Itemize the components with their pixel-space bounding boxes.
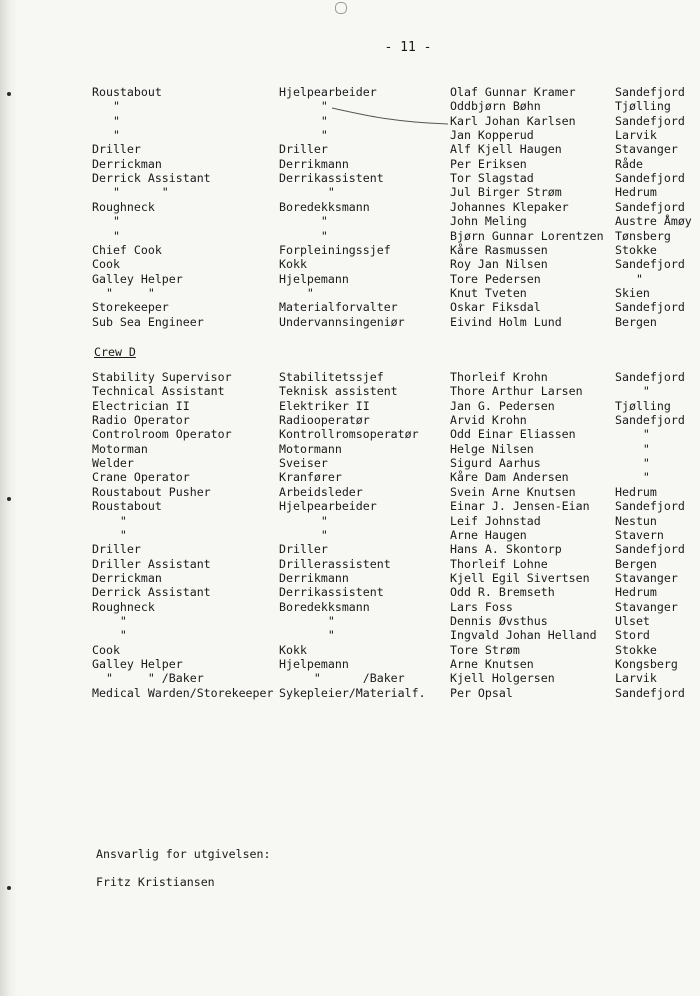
home-town: Tjølling <box>615 99 671 114</box>
person-name: Olaf Gunnar Kramer <box>450 85 576 99</box>
job-title-no: Hjelpearbeider <box>279 85 377 99</box>
job-title-no: Drillerassistent <box>279 556 391 571</box>
table-row <box>0 85 700 99</box>
job-title-no: Hjelpemann <box>279 271 349 286</box>
home-town: Hedrum <box>615 185 657 200</box>
table-row <box>0 99 700 113</box>
person-name: Sigurd Aarhus <box>450 456 541 471</box>
table-row <box>0 571 700 585</box>
job-title-no: " <box>279 228 328 243</box>
job-title-no: Driller <box>279 142 328 157</box>
home-town: Stord <box>615 628 650 643</box>
table-row <box>0 114 700 128</box>
job-title-en: Cook <box>92 642 120 657</box>
table-row <box>0 628 700 642</box>
job-title-no: " <box>279 99 328 114</box>
home-town: Sandefjord <box>615 171 685 186</box>
person-name: Leif Johnstad <box>450 513 541 528</box>
home-town: Stavanger <box>615 570 678 585</box>
home-town: Sandefjord <box>615 542 685 557</box>
job-title-en: Roustabout <box>92 85 162 99</box>
job-title-en: Crane Operator <box>92 470 190 485</box>
home-town: Hedrum <box>615 585 657 600</box>
person-name: Johannes Klepaker <box>450 199 569 214</box>
job-title-en: Driller <box>92 142 141 157</box>
table-row <box>0 272 700 286</box>
job-title-no: Sveiser <box>279 456 328 471</box>
footer-name: Fritz Kristiansen <box>96 875 215 889</box>
home-town: " <box>615 271 643 286</box>
job-title-no: " <box>279 285 314 300</box>
job-title-no: " <box>279 613 335 628</box>
job-title-en: Storekeeper <box>92 300 169 315</box>
person-name: Thore Arthur Larsen <box>450 384 583 399</box>
person-name: Dennis Øvsthus <box>450 613 548 628</box>
job-title-no: " <box>279 113 328 128</box>
table-row <box>0 157 700 171</box>
job-title-no: " /Baker <box>279 671 405 686</box>
person-name: Arne Haugen <box>450 527 527 542</box>
person-name: Kjell Holgersen <box>450 671 555 686</box>
table-row <box>0 614 700 628</box>
job-title-en: Technical Assistant <box>92 384 225 399</box>
table-row <box>0 171 700 185</box>
table-row <box>0 671 700 685</box>
home-town: Nestun <box>615 513 657 528</box>
job-title-no: Elektriker II <box>279 398 370 413</box>
job-title-en: " " <box>92 285 155 300</box>
person-name: Hans A. Skontorp <box>450 542 562 557</box>
job-title-en: " <box>92 613 127 628</box>
job-title-en: Derrickman <box>92 570 162 585</box>
job-title-no: Radiooperatør <box>279 413 370 428</box>
person-name: Arne Knutsen <box>450 657 534 671</box>
home-town: Bergen <box>615 556 657 571</box>
job-title-en: " <box>92 527 127 542</box>
job-title-no: Derrikmann <box>279 570 349 585</box>
home-town: " <box>615 427 650 442</box>
table-row <box>0 514 700 528</box>
person-name: Kåre Rasmussen <box>450 242 548 257</box>
job-title-no: " <box>279 628 335 643</box>
job-title-en: " <box>92 228 120 243</box>
person-name: Kåre Dam Andersen <box>450 470 569 485</box>
job-title-en: Galley Helper <box>92 657 183 671</box>
table-row <box>0 686 700 700</box>
home-town: Skien <box>615 285 650 300</box>
table-row <box>0 413 700 427</box>
table-row <box>0 300 700 314</box>
home-town: Sandefjord <box>615 413 685 428</box>
home-town: Stokke <box>615 642 657 657</box>
job-title-en: Medical Warden/Storekeeper <box>92 685 274 700</box>
job-title-no: " <box>279 128 328 143</box>
person-name: Lars Foss <box>450 599 513 614</box>
job-title-en: Galley Helper <box>92 271 183 286</box>
job-title-no: Motormann <box>279 441 342 456</box>
table-row <box>0 456 700 470</box>
job-title-no: " <box>279 527 328 542</box>
person-name: Karl Johan Karlsen <box>450 113 576 128</box>
person-name: Tore Pedersen <box>450 271 541 286</box>
job-title-no: Sykepleier/Materialf. <box>279 685 426 700</box>
person-name: Bjørn Gunnar Lorentzen <box>450 228 604 243</box>
home-town: " <box>615 456 650 471</box>
home-town: Tønsberg <box>615 228 671 243</box>
table-row <box>0 557 700 571</box>
person-name: Helge Nilsen <box>450 441 534 456</box>
person-name: Jan G. Pedersen <box>450 398 555 413</box>
table-row <box>0 185 700 199</box>
job-title-en: Sub Sea Engineer <box>92 314 204 329</box>
job-title-en: Welder <box>92 456 134 471</box>
job-title-no: Hjelpemann <box>279 657 349 671</box>
job-title-en: Roustabout <box>92 499 162 514</box>
person-name: Odd Einar Eliassen <box>450 427 576 442</box>
person-name: Tore Strøm <box>450 642 520 657</box>
person-name: Ingvald Johan Helland <box>450 628 597 643</box>
home-town: Sandefjord <box>615 199 685 214</box>
person-name: Thorleif Krohn <box>450 370 548 384</box>
job-title-no: Undervannsingeniør <box>279 314 405 329</box>
person-name: Roy Jan Nilsen <box>450 257 548 272</box>
person-name: Per Opsal <box>450 685 513 700</box>
page-number: - 11 - <box>384 40 432 55</box>
person-name: Thorleif Lohne <box>450 556 548 571</box>
home-town: Sandefjord <box>615 499 685 514</box>
job-title-no: Kokk <box>279 257 307 272</box>
job-title-en: " " /Baker <box>92 671 204 686</box>
person-name: Oskar Fiksdal <box>450 300 541 315</box>
home-town: Hedrum <box>615 484 657 499</box>
table-row <box>0 200 700 214</box>
job-title-en: Stability Supervisor <box>92 370 232 384</box>
table-row <box>0 542 700 556</box>
job-title-en: Derrick Assistant <box>92 585 211 600</box>
person-name: Einar J. Jensen-Eian <box>450 499 590 514</box>
job-title-en: " " <box>92 185 169 200</box>
table-row <box>0 229 700 243</box>
table-row <box>0 384 700 398</box>
table-row <box>0 399 700 413</box>
crew-d-heading: Crew D <box>94 345 136 359</box>
job-title-en: Electrician II <box>92 398 190 413</box>
home-town: Sandefjord <box>615 370 685 384</box>
table-row <box>0 427 700 441</box>
table-row <box>0 257 700 271</box>
job-title-en: Controlroom Operator <box>92 427 232 442</box>
home-town: Bergen <box>615 314 657 329</box>
job-title-en: " <box>92 128 120 143</box>
job-title-no: Teknisk assistent <box>279 384 398 399</box>
person-name: Eivind Holm Lund <box>450 314 562 329</box>
table-row <box>0 142 700 156</box>
home-town: Stokke <box>615 242 657 257</box>
job-title-no: Forpleiningssjef <box>279 242 391 257</box>
table-row <box>0 470 700 484</box>
table-row <box>0 499 700 513</box>
job-title-no: Materialforvalter <box>279 300 398 315</box>
job-title-no: Boredekksmann <box>279 599 370 614</box>
table-row <box>0 243 700 257</box>
person-name: Jul Birger Strøm <box>450 185 562 200</box>
job-title-no: " <box>279 185 335 200</box>
footer-label: Ansvarlig for utgivelsen: <box>96 847 271 861</box>
job-title-no: Stabilitetssjef <box>279 370 384 384</box>
table-row <box>0 643 700 657</box>
job-title-en: Derrickman <box>92 156 162 171</box>
punch-hole-mark <box>7 886 11 890</box>
job-title-no: Kranfører <box>279 470 342 485</box>
job-title-no: Derrikassistent <box>279 171 384 186</box>
home-town: Stavanger <box>615 599 678 614</box>
person-name: Kjell Egil Sivertsen <box>450 570 590 585</box>
scan-top-mark <box>335 2 347 14</box>
table-row <box>0 128 700 142</box>
job-title-no: Driller <box>279 542 328 557</box>
job-title-no: Derrikassistent <box>279 585 384 600</box>
home-town: " <box>615 441 650 456</box>
table-row <box>0 528 700 542</box>
person-name: Per Eriksen <box>450 156 527 171</box>
job-title-no: Hjelpearbeider <box>279 499 377 514</box>
home-town: Sandefjord <box>615 85 685 99</box>
person-name: Knut Tveten <box>450 285 527 300</box>
home-town: Sandefjord <box>615 113 685 128</box>
person-name: Tor Slagstad <box>450 171 534 186</box>
job-title-en: Radio Operator <box>92 413 190 428</box>
table-row <box>0 600 700 614</box>
job-title-en: Roughneck <box>92 199 155 214</box>
job-title-no: Kokk <box>279 642 307 657</box>
job-title-en: Motorman <box>92 441 148 456</box>
job-title-en: Roustabout Pusher <box>92 484 211 499</box>
home-town: Råde <box>615 156 643 171</box>
job-title-en: Roughneck <box>92 599 155 614</box>
job-title-en: Cook <box>92 257 120 272</box>
job-title-no: Arbeidsleder <box>279 484 363 499</box>
person-name: Oddbjørn Bøhn <box>450 99 541 114</box>
job-title-en: " <box>92 113 120 128</box>
table-row <box>0 370 700 384</box>
job-title-en: " <box>92 628 127 643</box>
home-town: Larvik <box>615 671 657 686</box>
table-row <box>0 315 700 329</box>
table-row <box>0 286 700 300</box>
person-name: John Meling <box>450 214 527 229</box>
table-row <box>0 585 700 599</box>
job-title-no: Derrikmann <box>279 156 349 171</box>
home-town: Kongsberg <box>615 657 678 671</box>
job-title-en: Driller Assistant <box>92 556 211 571</box>
job-title-en: " <box>92 214 120 229</box>
job-title-en: Chief Cook <box>92 242 162 257</box>
home-town: " <box>615 384 650 399</box>
home-town: Ulset <box>615 613 650 628</box>
home-town: " <box>615 470 650 485</box>
home-town: Larvik <box>615 128 657 143</box>
home-town: Sandefjord <box>615 257 685 272</box>
person-name: Svein Arne Knutsen <box>450 484 576 499</box>
table-row <box>0 485 700 499</box>
home-town: Tjølling <box>615 398 671 413</box>
table-row <box>0 657 700 671</box>
job-title-no: Kontrollromsoperatør <box>279 427 419 442</box>
person-name: Arvid Krohn <box>450 413 527 428</box>
job-title-en: " <box>92 99 120 114</box>
job-title-en: Driller <box>92 542 141 557</box>
home-town: Stavern <box>615 527 664 542</box>
person-name: Jan Kopperud <box>450 128 534 143</box>
home-town: Sandefjord <box>615 300 685 315</box>
person-name: Alf Kjell Haugen <box>450 142 562 157</box>
home-town: Sandefjord <box>615 685 685 700</box>
home-town: Stavanger <box>615 142 678 157</box>
job-title-en: Derrick Assistant <box>92 171 211 186</box>
job-title-no: " <box>279 513 328 528</box>
job-title-en: " <box>92 513 127 528</box>
job-title-no: Boredekksmann <box>279 199 370 214</box>
person-name: Odd R. Bremseth <box>450 585 555 600</box>
job-title-no: " <box>279 214 328 229</box>
table-row <box>0 442 700 456</box>
table-row <box>0 214 700 228</box>
home-town: Austre Åmøy <box>615 214 692 229</box>
